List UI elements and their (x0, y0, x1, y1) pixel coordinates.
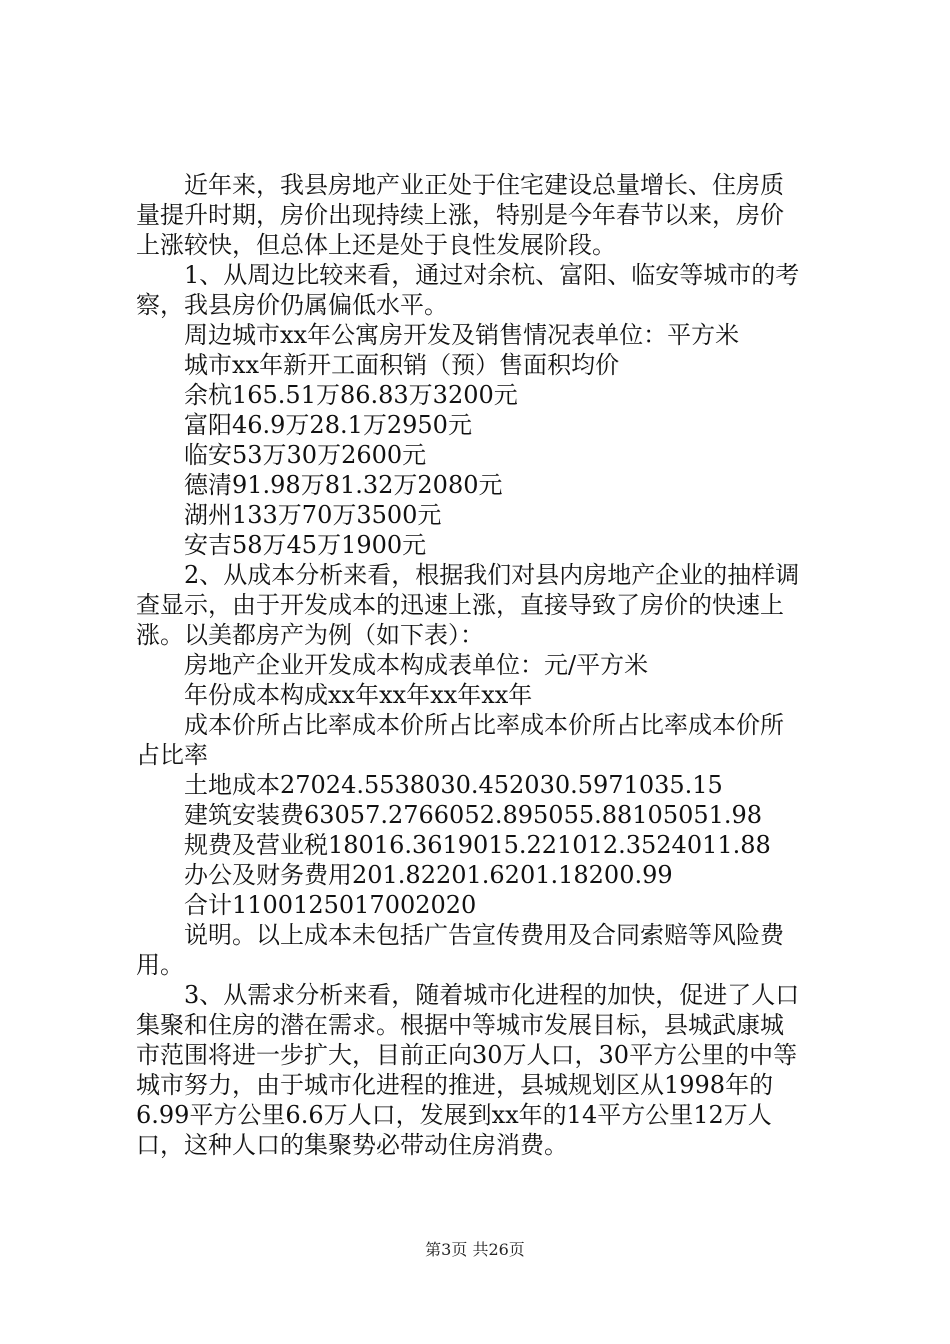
table-row-line: 土地成本27024.5538030.452030.5971035.15 (184, 771, 723, 799)
note-line: 说明。以上成本未包括广告宣传费用及合同索赔等风险费 (184, 921, 784, 949)
note-line: 用。 (136, 951, 184, 979)
page-number-footer: 第3页 共26页 (425, 1240, 525, 1259)
table-title-line: 周边城市xx年公寓房开发及销售情况表单位：平方米 (184, 321, 740, 349)
table-row-line: 安吉58万45万1900元 (184, 531, 427, 559)
table-row-line: 富阳46.9万28.1万2950元 (184, 411, 472, 439)
paragraph-line: 量提升时期，房价出现持续上涨，特别是今年春节以来，房价 (136, 201, 784, 229)
paragraph-line: 1、从周边比较来看，通过对余杭、富阳、临安等城市的考 (184, 261, 800, 289)
paragraph-line: 集聚和住房的潜在需求。根据中等城市发展目标，县城武康城 (136, 1011, 784, 1039)
table-row-line: 办公及财务费用201.82201.6201.18200.99 (184, 861, 673, 889)
paragraph-line: 察，我县房价仍属偏低水平。 (136, 291, 448, 319)
table-header-line: 城市xx年新开工面积销（预）售面积均价 (184, 351, 620, 379)
paragraph-line: 查显示，由于开发成本的迅速上涨，直接导致了房价的快速上 (136, 591, 784, 619)
table-title-line: 房地产企业开发成本构成表单位：元/平方米 (184, 651, 649, 679)
paragraph-line: 城市努力，由于城市化进程的推进，县城规划区从1998年的 (136, 1071, 774, 1099)
document-body (136, 170, 832, 1160)
paragraph-line: 市范围将进一步扩大，目前正向30万人口，30平方公里的中等 (136, 1041, 798, 1069)
table-row-line: 合计1100125017002020 (184, 891, 477, 919)
paragraph-line: 3、从需求分析来看，随着城市化进程的加快，促进了人口 (184, 981, 800, 1009)
table-row-line: 建筑安装费63057.2766052.895055.88105051.98 (184, 801, 763, 829)
paragraph-line: 6.99平方公里6.6万人口，发展到xx年的14平方公里12万人 (136, 1101, 772, 1129)
table-row-line: 德清91.98万81.32万2080元 (184, 471, 503, 499)
paragraph-line: 近年来，我县房地产业正处于住宅建设总量增长、住房质 (184, 171, 784, 199)
paragraph-line: 2、从成本分析来看，根据我们对县内房地产企业的抽样调 (184, 561, 800, 589)
paragraph-line: 口，这种人口的集聚势必带动住房消费。 (136, 1131, 568, 1159)
paragraph-line: 涨。以美都房产为例（如下表）： (136, 621, 484, 649)
table-header-line: 占比率 (136, 741, 208, 769)
table-header-line: 成本价所占比率成本价所占比率成本价所占比率成本价所 (184, 711, 784, 739)
paragraph-line: 上涨较快，但总体上还是处于良性发展阶段。 (136, 231, 616, 259)
table-row-line: 临安53万30万2600元 (184, 441, 427, 469)
table-row-line: 规费及营业税18016.3619015.221012.3524011.88 (184, 831, 771, 859)
table-header-line: 年份成本构成xx年xx年xx年xx年 (184, 681, 533, 709)
table-row-line: 余杭165.51万86.83万3200元 (184, 381, 518, 409)
table-row-line: 湖州133万70万3500元 (184, 501, 442, 529)
